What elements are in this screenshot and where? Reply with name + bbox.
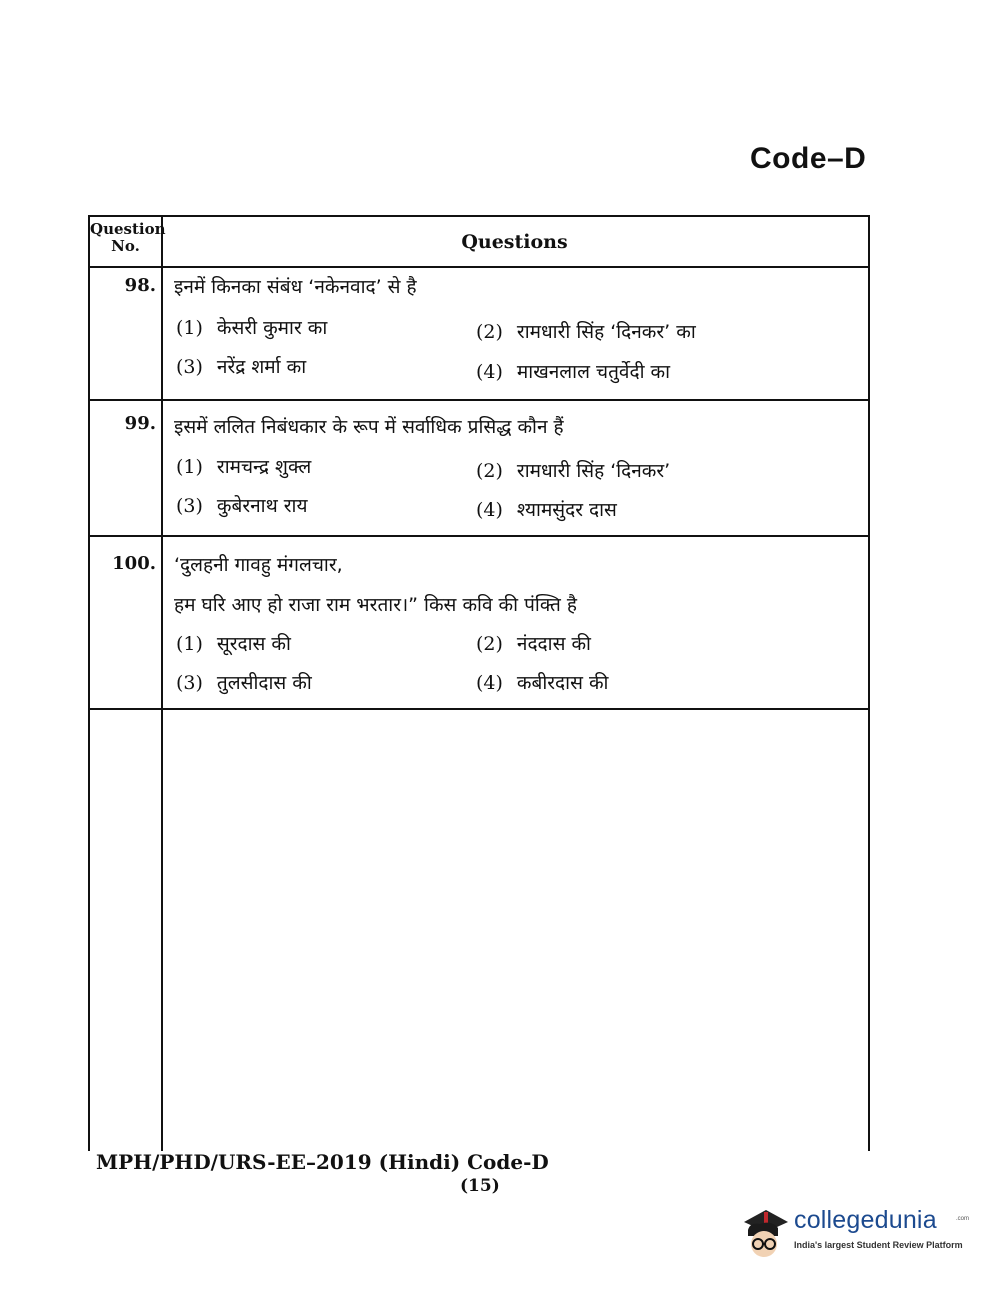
collegedunia-logo <box>738 1200 970 1260</box>
question-no-header-line1: Question <box>90 220 166 238</box>
option <box>476 318 696 344</box>
option <box>176 453 311 479</box>
option-number: (4) <box>476 499 503 521</box>
row-divider <box>90 535 868 537</box>
option <box>476 457 670 483</box>
option-text: कबीरदास की <box>516 672 609 694</box>
option-number: (1) <box>176 317 203 339</box>
question-number: 100. <box>112 553 156 574</box>
option-text: नरेंद्र शर्मा का <box>216 356 307 378</box>
option-text: सूरदास की <box>216 633 291 655</box>
option-text: रामधारी सिंह ‘दिनकर’ <box>516 460 671 482</box>
option <box>176 669 312 695</box>
question-number: 98. <box>124 275 156 296</box>
question-text: इनमें किनका संबंध ‘नकेनवाद’ से है <box>174 276 417 298</box>
question-text: इसमें ललित निबंधकार के रूप में सर्वाधिक प्रसिद्ध कौन हैं <box>174 416 564 438</box>
option-number: (3) <box>176 495 203 517</box>
row-divider <box>90 399 868 401</box>
question-number: 99. <box>124 413 156 434</box>
option-text: रामचन्द्र शुक्ल <box>216 456 312 478</box>
option-text: तुलसीदास की <box>216 672 312 694</box>
option-text: माखनलाल चतुर्वेदी का <box>516 361 671 383</box>
option-number: (3) <box>176 672 203 694</box>
logo-tagline: India's largest Student Review Platform <box>794 1240 963 1250</box>
option-number: (3) <box>176 356 203 378</box>
option <box>476 358 670 384</box>
option-number: (4) <box>476 361 503 383</box>
option-number: (2) <box>476 321 503 343</box>
option <box>176 314 327 340</box>
option <box>176 492 308 518</box>
question-no-header <box>90 220 166 255</box>
column-divider <box>161 217 163 1151</box>
option-number: (2) <box>476 633 503 655</box>
option <box>476 669 608 695</box>
row-divider <box>90 708 868 710</box>
option <box>176 630 291 656</box>
question-table <box>88 215 870 1151</box>
header-divider <box>90 266 868 268</box>
option-number: (2) <box>476 460 503 482</box>
option-number: (4) <box>476 672 503 694</box>
option-text: कुबेरनाथ राय <box>216 495 308 517</box>
option-text: केसरी कुमार का <box>216 317 328 339</box>
logo-brand: collegedunia <box>794 1206 937 1234</box>
code-label: Code–D <box>750 142 867 175</box>
exam-code-footer: MPH/PHD/URS-EE–2019 (Hindi) Code-D <box>96 1150 549 1174</box>
option-number: (1) <box>176 456 203 478</box>
option-text: नंददास की <box>516 633 591 655</box>
question-text: हम घरि आए हो राजा राम भरतार।” किस कवि की पंक्ति है <box>174 594 577 616</box>
option-text: श्यामसुंदर दास <box>516 499 617 521</box>
option-number: (1) <box>176 633 203 655</box>
option-text: रामधारी सिंह ‘दिनकर’ का <box>516 321 696 343</box>
option <box>176 353 306 379</box>
page-number: (15) <box>460 1176 500 1196</box>
questions-header: Questions <box>461 231 568 253</box>
mascot-icon <box>738 1200 794 1260</box>
question-no-header-line2: No. <box>111 237 140 255</box>
option <box>476 630 591 656</box>
question-text: ‘दुलहनी गावहु मंगलचार, <box>174 554 343 576</box>
logo-suffix: .com <box>956 1216 970 1222</box>
option <box>476 496 617 522</box>
